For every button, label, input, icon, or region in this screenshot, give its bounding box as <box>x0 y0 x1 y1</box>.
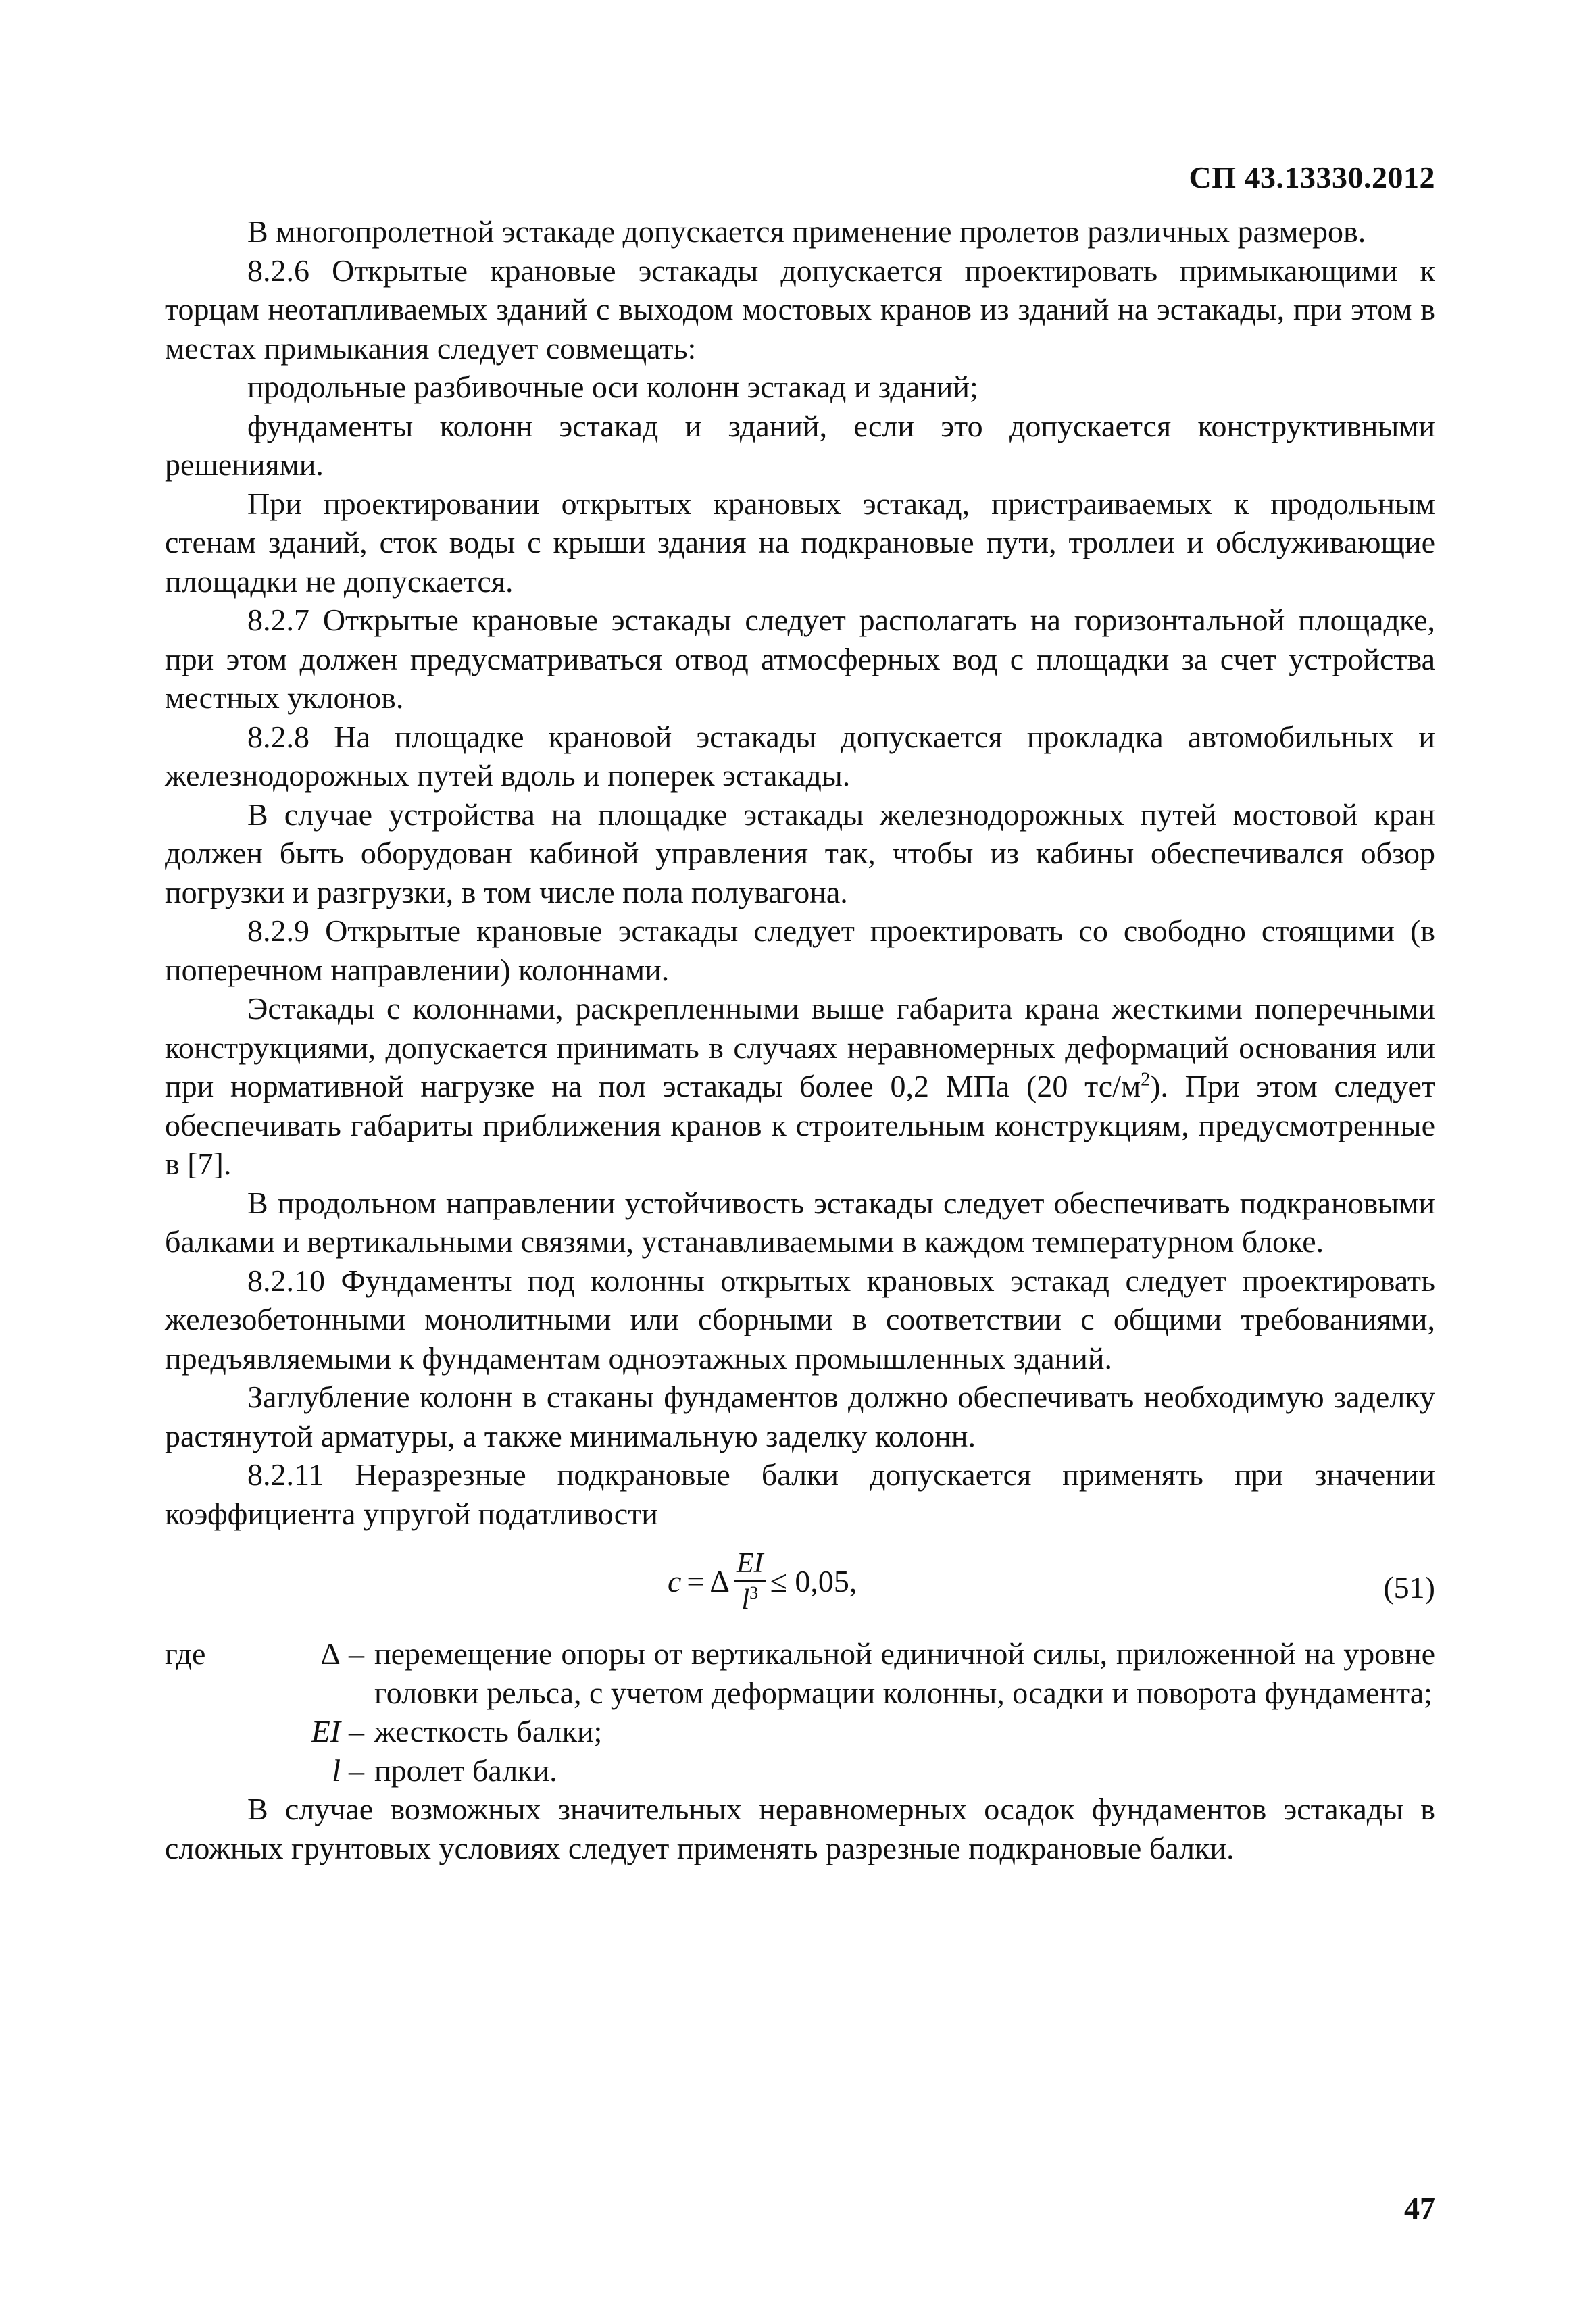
formula-delta: Δ <box>709 1564 730 1599</box>
definition-where-label: где <box>165 1636 206 1671</box>
formula <box>668 1549 857 1614</box>
paragraph: При проектировании открытых крановых эстакад, пристраиваемых к продольным стенам зданий, сток воды с крыши здания на подкрановые пути, троллеи и обслуживающие площадки не допускается. <box>165 486 1435 599</box>
definition-item <box>165 1712 1435 1751</box>
definition-dash: – <box>349 1636 364 1671</box>
paragraph: В случае устройства на площадке эстакады железнодорожных путей мостовой кран должен быть оборудован кабиной управления так, чтобы из кабины обеспечивался обзор погрузки и разгрузки, в том числе пола полувагона. <box>165 797 1435 909</box>
paragraph: 8.2.8 На площадке крановой эстакады допускается прокладка автомобильных и железнодорожных путей вдоль и поперек эстакады. <box>165 719 1435 793</box>
paragraph: В случае возможных значительных неравномерных осадок фундаментов эстакады в сложных грунтовых условиях следует применять разрезные подкрановые балки. <box>165 1792 1435 1865</box>
formula-fraction <box>734 1549 766 1614</box>
paragraph: 8.2.10 Фундаменты под колонны открытых крановых эстакад следует проектировать железобетонными монолитными или сборными в соответствии с общими требованиями, предъявляемыми к фундаментам одноэтажных промышленных зданий. <box>165 1263 1435 1376</box>
formula-equals: = <box>687 1564 705 1599</box>
paragraph: 8.2.9 Открытые крановые эстакады следует проектировать со свободно стоящими (в поперечном направлении) колоннами. <box>165 913 1435 987</box>
paragraph-load-text-a: Эстакады с колоннами, раскрепленными выше габарита крана жесткими поперечными конструкциями, допускается принимать в случаях неравномерных деформаций основания или при нормативной нагрузке на пол эстакады более 0,2 МПа (20 тс/м <box>165 991 1435 1103</box>
paragraph: В многопролетной эстакаде допускается применение пролетов различных размеров. <box>247 214 1366 249</box>
paragraph: 8.2.6 Открытые крановые эстакады допускается проектировать примыкающими к торцам неотапливаемых зданий с выходом мостовых кранов из зданий на эстакады, при этом в местах примыкания следует совмещать: <box>165 253 1435 366</box>
definition-symbol: Δ <box>320 1636 341 1671</box>
formula-numerator: EI <box>734 1549 766 1582</box>
paragraph: 8.2.11 Неразрезные подкрановые балки допускается применять при значении коэффициента упругой податливости <box>165 1457 1435 1531</box>
definition-dash: – <box>349 1714 364 1749</box>
formula-denominator <box>741 1582 758 1614</box>
definition-text: жесткость балки; <box>374 1714 603 1749</box>
document-body <box>165 212 1435 1867</box>
definition-text: перемещение опоры от вертикальной единичной силы, приложенной на уровне головки рельса, с учетом деформации колонны, осадки и поворота фундамента; <box>374 1636 1435 1710</box>
document-code-header: СП 43.13330.2012 <box>1189 160 1435 195</box>
definition-symbol: l <box>332 1753 341 1788</box>
paragraph: Заглубление колонн в стаканы фундаментов должно обеспечивать необходимую заделку растянутой арматуры, а также минимальную заделку колонн. <box>165 1380 1435 1453</box>
paragraph-load-text-b: ). При этом следует обеспечивать габариты приближения кранов к строительным конструкциям, предусмотренные в [7]. <box>165 1069 1435 1181</box>
page-number: 47 <box>1404 2191 1435 2225</box>
formula-rhs: ≤ 0,05, <box>770 1564 857 1599</box>
definition-text: пролет балки. <box>374 1753 557 1788</box>
definitions-list <box>165 1634 1435 1790</box>
paragraph: продольные разбивочные оси колонн эстакад и зданий; <box>247 370 978 404</box>
paragraph: фундаменты колонн эстакад и зданий, если это допускается конструктивными решениями. <box>165 408 1435 482</box>
paragraph: 8.2.7 Открытые крановые эстакады следует располагать на горизонтальной площадке, при этом должен предусматриваться отвод атмосферных вод с площадки за счет устройства местных уклонов. <box>165 603 1435 715</box>
formula-number: (51) <box>1383 1570 1435 1605</box>
formula-lhs: c <box>668 1564 682 1599</box>
superscript: 2 <box>1141 1069 1151 1090</box>
definition-dash: – <box>349 1753 364 1788</box>
definition-item <box>165 1751 1435 1790</box>
paragraph: В продольном направлении устойчивость эстакады следует обеспечивать подкрановыми балками и вертикальными связями, устанавливаемыми в каждом температурном блоке. <box>165 1185 1435 1259</box>
formula-denominator-base: l <box>741 1584 750 1615</box>
definition-symbol: EI <box>311 1714 341 1749</box>
definition-item <box>165 1634 1435 1712</box>
formula-denominator-exp: 3 <box>749 1583 759 1603</box>
paragraph-load <box>165 989 1435 1184</box>
formula-block <box>165 1533 1435 1634</box>
